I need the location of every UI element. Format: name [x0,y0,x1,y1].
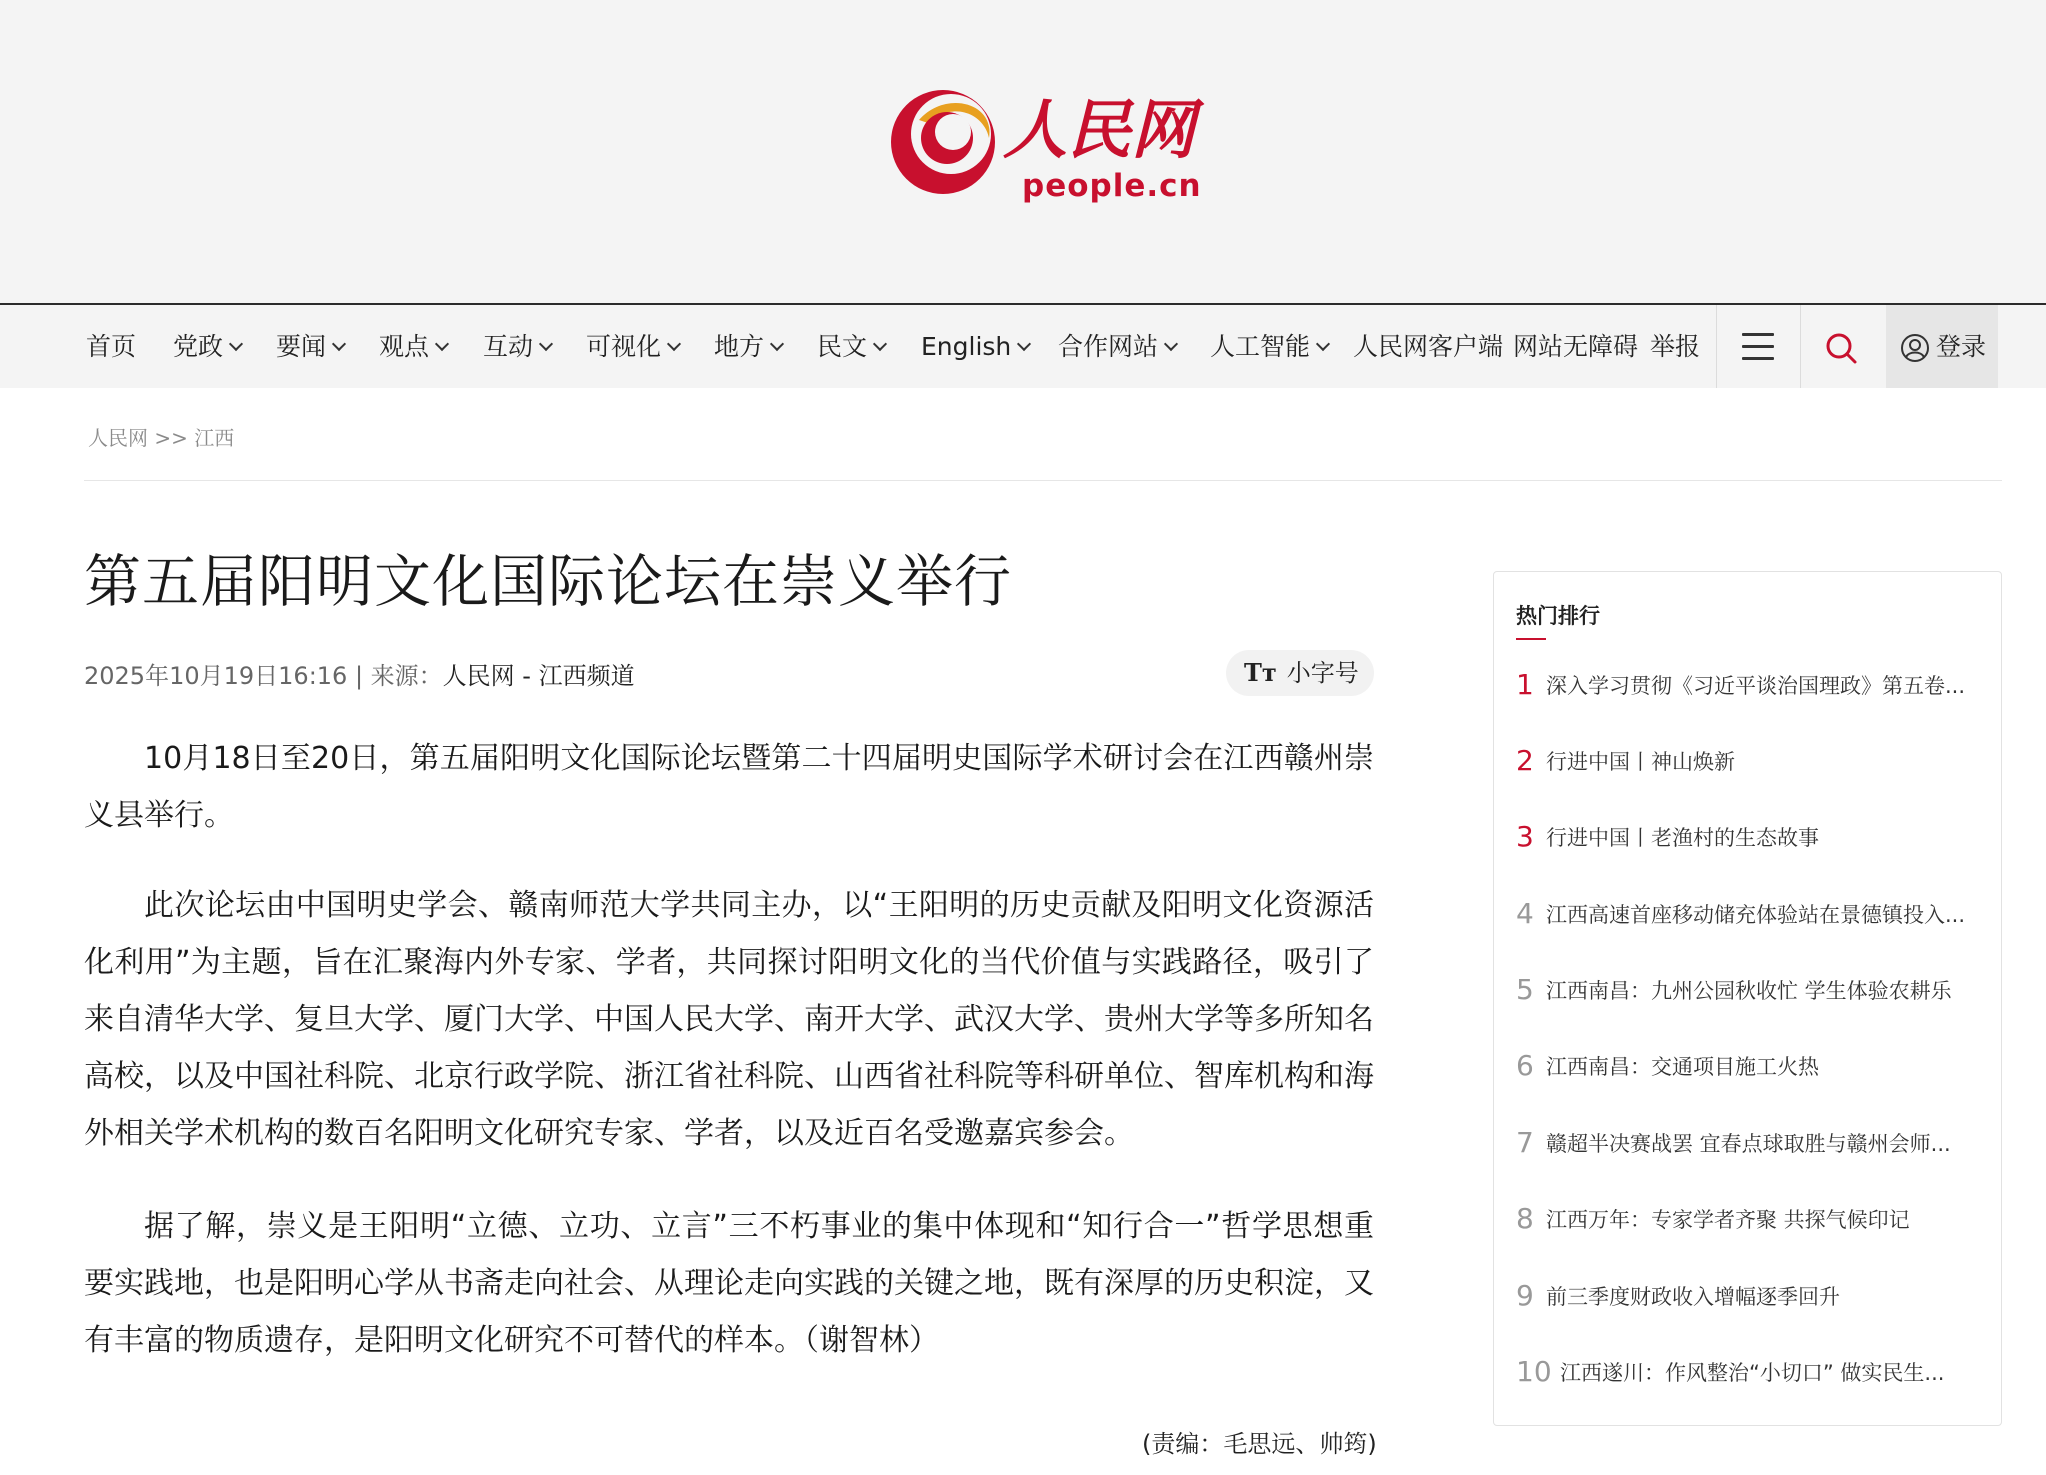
chevron-down-icon [1164,337,1178,351]
nav-item-interaction[interactable]: 互动 [483,305,551,388]
chevron-down-icon [1017,337,1031,351]
nav-item-partner-sites[interactable]: 合作网站 [1058,305,1176,388]
nav-item-opinion[interactable]: 观点 [379,305,447,388]
article-source[interactable]: 人民网 - 江西频道 [442,662,635,690]
rank-number: 4 [1516,897,1534,930]
rank-number: 9 [1516,1279,1534,1312]
list-item[interactable] [1516,1126,1986,1166]
breadcrumb-current[interactable]: 江西 [194,426,235,450]
font-size-label: 小字号 [1286,659,1359,687]
article-paragraph: 据了解，崇义是王阳明“立德、立功、立言”三不朽事业的集中体现和“知行合一”哲学思想重要实践地，也是阳明心学从书斋走向社会、从理论走向实践的关键之地，既有深厚的历史积淀，又有丰富的物质遗存，是阳明文化研究不可替代的样本。（谢智林） [84,1209,1374,1358]
list-item[interactable] [1516,973,1986,1013]
chevron-down-icon [667,337,681,351]
nav-item-news[interactable]: 要闻 [276,305,344,388]
nav-divider [1800,305,1801,388]
svg-text:人民网: 人民网 [1003,93,1195,168]
chevron-down-icon [435,337,449,351]
nav-item-party[interactable]: 党政 [173,305,241,388]
hot-ranking-panel [1493,571,2002,1426]
list-item[interactable] [1516,1279,1986,1319]
article-paragraph: 10月18日至20日，第五届阳明文化国际论坛暨第二十四届明史国际学术研讨会在江西赣州崇义县举行。 [84,741,1374,833]
nav-item-local[interactable]: 地方 [714,305,782,388]
font-size-icon: Tт [1244,658,1277,687]
main-nav [0,303,2046,388]
rank-number: 2 [1516,744,1534,777]
nav-item-report[interactable]: 举报 [1650,332,1701,361]
list-item-title[interactable]: 江西南昌：九州公园秋收忙 学生体验农耕乐 [1546,978,1952,1003]
list-item-title[interactable]: 江西万年：专家学者齐聚 共探气候印记 [1546,1207,1910,1232]
nav-item-client[interactable]: 人民网客户端 [1353,332,1504,361]
chevron-down-icon [539,337,553,351]
rank-number: 5 [1516,973,1534,1006]
list-item[interactable] [1516,820,1986,860]
breadcrumb-root[interactable]: 人民网 [88,426,148,450]
nav-item-english[interactable]: English [921,305,1029,388]
logo-domain-text: people.cn [1022,168,1202,204]
login-label: 登录 [1936,332,1987,361]
list-item[interactable] [1516,668,1986,708]
list-item[interactable] [1516,744,1986,784]
chevron-down-icon [873,337,887,351]
rank-number: 10 [1516,1355,1552,1388]
chevron-down-icon [332,337,346,351]
nav-item-minority-lang[interactable]: 民文 [817,305,885,388]
menu-icon[interactable] [1742,333,1774,361]
editor-credit: (责编：毛思远、帅筠) [1142,1430,1377,1458]
list-item[interactable] [1516,1202,1986,1242]
nav-divider [1716,305,1717,388]
article-title: 第五届阳明文化国际论坛在崇义举行 [84,549,1012,615]
title-underline [1516,638,1546,640]
breadcrumb [88,422,234,451]
nav-item-ai[interactable]: 人工智能 [1210,305,1328,388]
breadcrumb-separator: >> [154,426,188,450]
list-item-title[interactable]: 深入学习贯彻《习近平谈治国理政》第五卷... [1546,673,1966,698]
list-item-title[interactable]: 前三季度财政收入增幅逐季回升 [1546,1284,1840,1309]
rank-number: 6 [1516,1049,1534,1082]
list-item[interactable] [1516,1049,1986,1089]
login-button[interactable] [1886,305,1998,388]
rank-number: 8 [1516,1202,1534,1235]
article-paragraph: 此次论坛由中国明史学会、赣南师范大学共同主办，以“王阳明的历史贡献及阳明文化资源活化利用”为主题，旨在汇聚海内外专家、学者，共同探讨阳明文化的当代价值与实践路径，吸引了来自清华大学、复旦大学、厦门大学、中国人民大学、南开大学、武汉大学、贵州大学等多所知名高校，以及中国社科院、北京行政学院、浙江省社科院、山西省社科院等科研单位、智库机构和海外相关学术机构的数百名阳明文化研究专家、学者，以及近百名受邀嘉宾参会。 [84,888,1374,1151]
list-item-title[interactable]: 赣超半决赛战罢 宜春点球取胜与赣州会师... [1546,1131,1951,1156]
user-icon [1900,333,1930,363]
article-meta [84,656,635,691]
chevron-down-icon [1316,337,1330,351]
source-prefix: | 来源： [347,662,443,690]
chevron-down-icon [229,337,243,351]
list-item[interactable] [1516,1355,1986,1395]
list-item-title[interactable]: 行进中国丨神山焕新 [1546,749,1735,774]
nav-item-home[interactable]: 首页 [86,332,137,361]
list-item-title[interactable]: 行进中国丨老渔村的生态故事 [1546,825,1819,850]
header-band [0,0,2046,303]
nav-item-accessibility[interactable]: 网站无障碍 [1513,332,1639,361]
hot-ranking-title: 热门排行 [1516,604,1600,628]
nav-item-visual[interactable]: 可视化 [586,305,679,388]
rank-number: 1 [1516,668,1534,701]
search-icon[interactable] [1824,331,1858,365]
list-item-title[interactable]: 江西高速首座移动储充体验站在景德镇投入... [1546,902,1966,927]
rank-number: 7 [1516,1126,1534,1159]
chevron-down-icon [770,337,784,351]
list-item-title[interactable]: 江西遂川：作风整治“小切口” 做实民生... [1560,1360,1945,1385]
article-datetime: 2025年10月19日16:16 [84,662,348,690]
font-size-button[interactable] [1226,650,1374,696]
list-item-title[interactable]: 江西南昌：交通项目施工火热 [1546,1054,1819,1079]
divider [84,480,2002,481]
list-item[interactable] [1516,897,1986,937]
rank-number: 3 [1516,820,1534,853]
